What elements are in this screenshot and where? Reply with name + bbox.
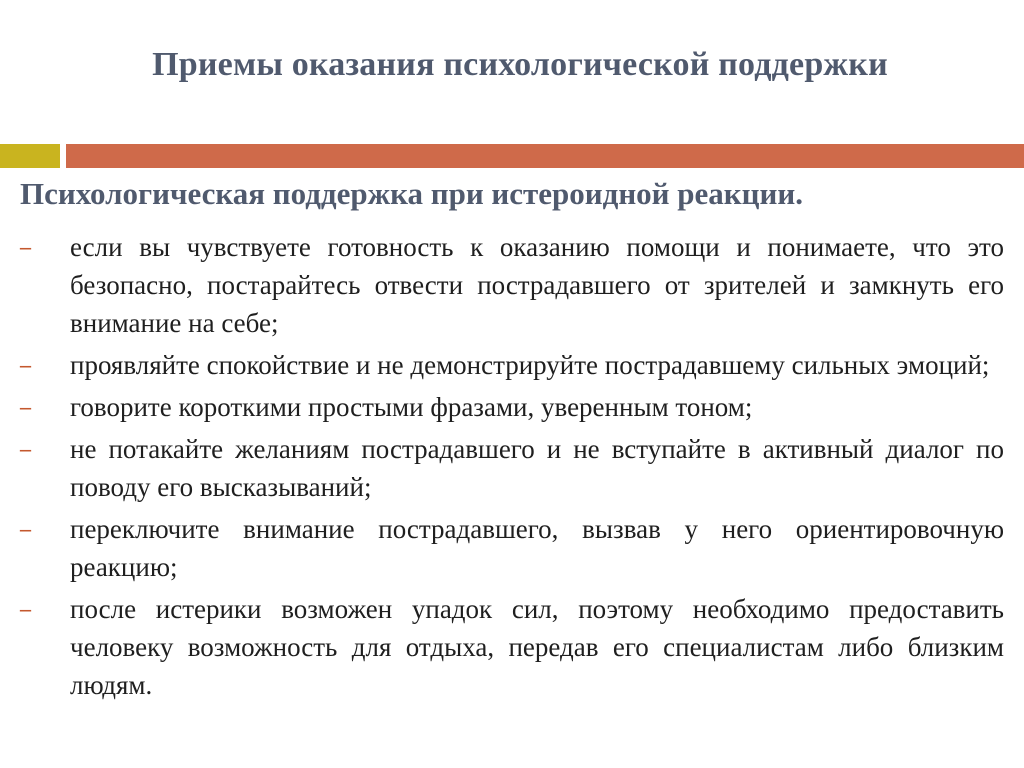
list-item (20, 346, 1004, 384)
dash-bullet-icon: – (20, 516, 31, 541)
list-item (20, 510, 1004, 586)
bullet-text: говорите короткими простыми фразами, уверенным тоном; (70, 392, 753, 422)
bullet-list (20, 228, 1004, 708)
bullet-text: если вы чувствуете готовность к оказанию помощи и понимаете, что это безопасно, постарайтесь отвести пострадавшего от зрителей и замкнуть его внимание на себе; (70, 232, 1004, 338)
list-item (20, 590, 1004, 704)
dash-bullet-icon: – (20, 352, 31, 377)
bullet-text: переключите внимание пострадавшего, вызвав у него ориентировочную реакцию; (70, 514, 1004, 582)
list-item (20, 388, 1004, 426)
slide-title: Приемы оказания психологической поддержки (152, 46, 888, 83)
accent-square (0, 144, 60, 168)
accent-bar (66, 144, 1024, 168)
slide-subtitle: Психологическая поддержка при истероидной реакции. (20, 176, 803, 211)
list-item (20, 430, 1004, 506)
bullet-text: проявляйте спокойствие и не демонстрируйте пострадавшему сильных эмоций; (70, 350, 990, 380)
bullet-text: после истерики возможен упадок сил, поэтому необходимо предоставить человеку возможность для отдыха, передав его специалистам либо близким людям. (70, 594, 1004, 700)
dash-bullet-icon: – (20, 596, 31, 621)
bullet-text: не потакайте желаниям пострадавшего и не вступайте в активный диалог по поводу его высказываний; (70, 434, 1004, 502)
dash-bullet-icon: – (20, 394, 31, 419)
dash-bullet-icon: – (20, 436, 31, 461)
dash-bullet-icon: – (20, 234, 31, 259)
list-item (20, 228, 1004, 342)
